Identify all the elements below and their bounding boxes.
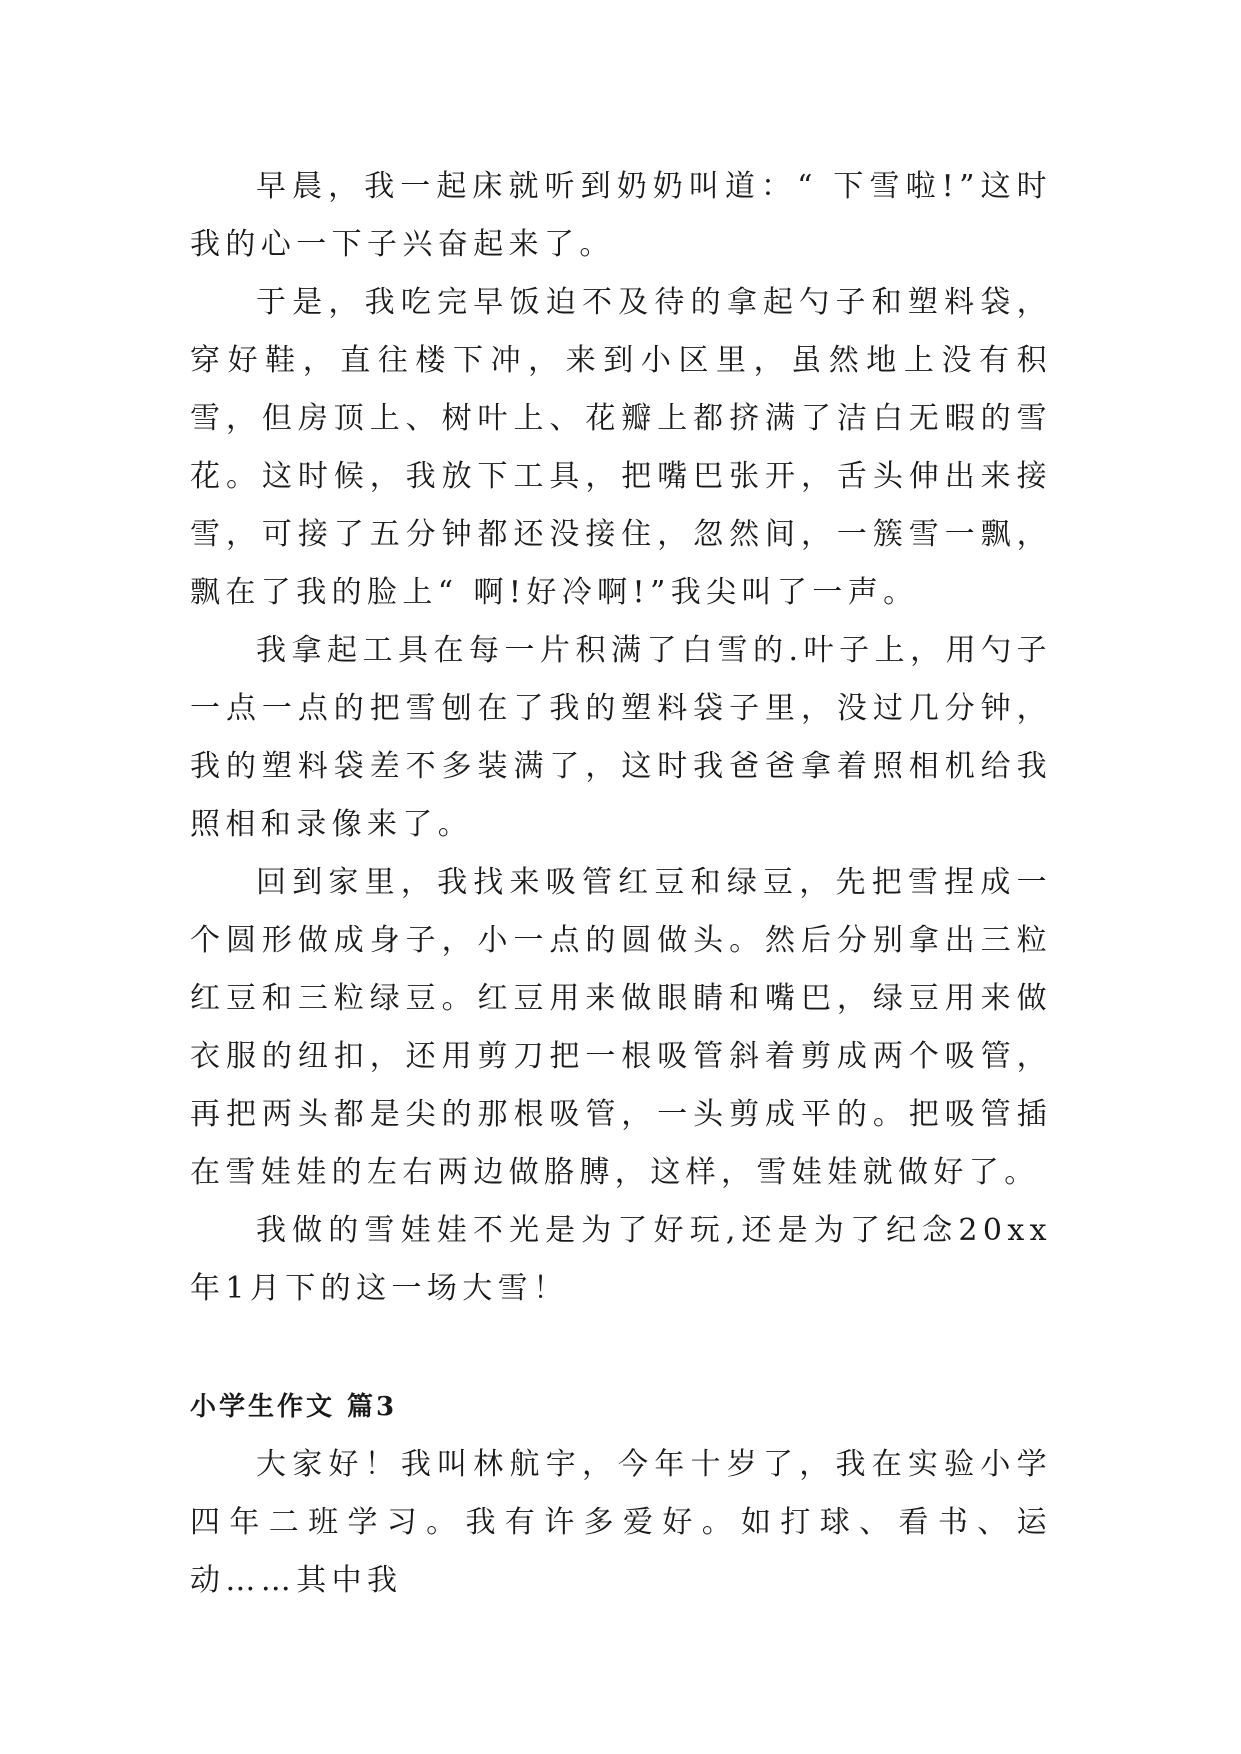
paragraph-2: 于是，我吃完早饭迫不及待的拿起勺子和塑料袋，穿好鞋，直往楼下冲，来到小区里，虽然地上没有积雪，但房顶上、树叶上、花瓣上都挤满了洁白无暇的雪花。这时候，我放下工具，把嘴巴张开，舌头伸出来接雪，可接了五分钟都还没接住，忽然间，一簇雪一飘，飘在了我的脸上“ 啊!好冷啊!”我尖叫了一声。 [190,285,1052,610]
paragraph-1: 早晨，我一起床就听到奶奶叫道：“ 下雪啦!”这时我的心一下子兴奋起来了。 [190,169,1052,262]
section-body [190,1436,1052,1610]
paragraph-4: 回到家里，我找来吸管红豆和绿豆，先把雪捏成一个圆形做成身子，小一点的圆做头。然后分别拿出三粒红豆和三粒绿豆。红豆用来做眼睛和嘴巴，绿豆用来做衣服的纽扣，还用剪刀把一根吸管斜着剪成两个吸管，再把两头都是尖的那根吸管，一头剪成平的。把吸管插在雪娃娃的左右两边做胳膊，这样，雪娃娃就做好了。 [190,865,1052,1190]
document-page [190,158,1052,1610]
section-heading: 小学生作文 篇3 [190,1392,398,1422]
paragraph-3: 我拿起工具在每一片积满了白雪的.叶子上，用勺子一点一点的把雪刨在了我的塑料袋子里，没过几分钟，我的塑料袋差不多装满了，这时我爸爸拿着照相机给我照相和录像来了。 [190,633,1052,842]
section-paragraph-1: 大家好！我叫林航宇，今年十岁了，我在实验小学四年二班学习。我有许多爱好。如打球、看书、运动……其中我 [190,1447,1052,1598]
paragraph-5: 我做的雪娃娃不光是为了好玩,还是为了纪念20xx年1月下的这一场大雪！ [190,1213,1052,1306]
